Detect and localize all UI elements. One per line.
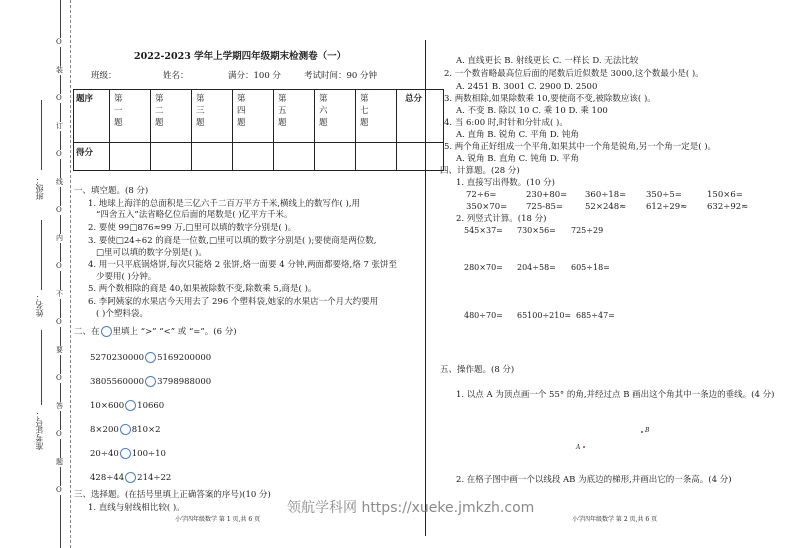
s2-title-pre: 二、在 xyxy=(74,327,100,337)
col-2 xyxy=(151,90,192,143)
score-cell xyxy=(274,143,315,171)
class-underline xyxy=(41,100,42,170)
point-a-label: A xyxy=(576,444,581,451)
class-label: 班级： xyxy=(35,176,44,200)
col-6 xyxy=(315,90,356,143)
col-1-label: 第一题 xyxy=(114,94,123,128)
score-cell xyxy=(110,143,151,171)
s1-line: 5. 两个数相除的商是 40,如果被除数不变,除数乘 5,商是( )。 xyxy=(88,284,317,294)
compare-row xyxy=(90,376,211,388)
seal-char: 线 xyxy=(56,178,63,186)
seal-circle-icon: O xyxy=(56,318,62,326)
s1-line: □里可以填的数字分别是( )。 xyxy=(96,248,207,258)
point-b-label: B xyxy=(645,427,650,434)
compare-row xyxy=(90,352,211,364)
name-label: 姓名： xyxy=(35,293,44,317)
compare-circle-input[interactable] xyxy=(145,352,156,363)
seal-char: 内 xyxy=(56,234,63,242)
calc-item: 52×248≈ xyxy=(585,202,627,212)
calc-item: 350÷5= xyxy=(646,190,682,200)
page-title: 2022-2023 学年上学期四年级期末检测卷（一） xyxy=(134,51,347,62)
score-table xyxy=(73,89,444,171)
vertical-calc: 280×70= xyxy=(464,263,503,272)
seal-circle-icon: O xyxy=(56,486,62,494)
vertical-calc: 65100÷210= xyxy=(517,311,572,320)
s1-line: 4. 用一只平底锅烙饼,每次只能烙 2 张饼,烙一面要 4 分钟,两面都要烙,烙 7 张饼至 xyxy=(88,260,398,270)
vertical-calc: 725÷29 xyxy=(571,226,604,235)
col-5-label: 第五题 xyxy=(278,94,287,128)
s3-q5-options: A. 锐角 B. 直角 C. 钝角 D. 平角 xyxy=(456,154,579,164)
s1-line: 1. 地球上海洋的总面积是三亿六千二百万平方千米,横线上的数写作( ),用 xyxy=(88,199,361,209)
compare-left: 20÷40 xyxy=(90,449,119,459)
col-2-label: 第二题 xyxy=(155,94,164,128)
calc-item: 72÷6= xyxy=(466,190,497,200)
point-b-dot xyxy=(641,431,643,433)
exam-no-label: 准考证号： xyxy=(35,410,44,450)
compare-right: 5169200000 xyxy=(157,353,212,363)
point-a-dot xyxy=(583,446,585,448)
score-row-label: 得分 xyxy=(74,143,110,171)
seal-char: 装 xyxy=(56,66,63,74)
score-cell xyxy=(397,143,444,171)
seal-char: 答 xyxy=(56,402,63,410)
col-7-label: 第七题 xyxy=(360,94,369,128)
s4-sub1: 1. 直接写出得数。(10 分) xyxy=(456,178,555,188)
compare-circle-input[interactable] xyxy=(125,400,136,411)
compare-right: 810×2 xyxy=(131,425,161,435)
compare-circle-input[interactable] xyxy=(120,448,131,459)
compare-circle-input[interactable] xyxy=(120,424,131,435)
calc-item: 612÷29≈ xyxy=(646,202,688,212)
col-6-label: 第六题 xyxy=(319,94,328,128)
s2-title-post: 里填上 “>” “<” 或 “=”。(6 分) xyxy=(112,327,237,337)
s3-q2: 2. 一个数省略最高位后面的尾数后近似数是 3000,这个数最小是( )。 xyxy=(444,69,704,79)
binding-line xyxy=(70,0,71,548)
s1-line: ( )个塑料袋。 xyxy=(96,309,148,319)
col-3-label: 第三题 xyxy=(196,94,205,128)
compare-right: 10660 xyxy=(137,401,165,411)
section1-title: 一、填空题。(8 分) xyxy=(74,186,149,196)
compare-circle-icon xyxy=(101,326,112,337)
full-score: 满分：100 分 xyxy=(228,71,281,81)
section3-title: 三、选择题。(在括号里填上正确答案的序号)(10 分) xyxy=(74,490,271,500)
s3-q1: 1. 直线与射线相比较( )。 xyxy=(88,503,185,513)
s5-q2: 2. 在格子图中画一个以线段 AB 为底边的梯形,并画出它的一条高。(4 分) xyxy=(456,475,732,485)
section5-title: 五、操作题。(8 分) xyxy=(440,365,515,375)
s3-q2-options: A. 2451 B. 3001 C. 2900 D. 2500 xyxy=(456,82,598,92)
calc-item: 360÷18= xyxy=(585,190,627,200)
section2-title xyxy=(74,326,237,338)
calc-item: 150×6= xyxy=(707,190,743,200)
seal-char: 要 xyxy=(56,346,63,354)
s1-line: 少要用( )分钟。 xyxy=(96,272,157,282)
seal-circle-icon: O xyxy=(56,38,62,46)
col-4 xyxy=(233,90,274,143)
s1-line: 3. 要使□24÷62 的商是一位数,□里可以填的数字分别是( );要使商是两位数, xyxy=(88,236,377,246)
score-cell xyxy=(233,143,274,171)
footer-right: 小学四年级数学 第 2 页,共 6 页 xyxy=(572,516,658,523)
seal-circle-icon: O xyxy=(56,94,62,102)
compare-row xyxy=(90,424,161,436)
vertical-calc: 730×56= xyxy=(517,226,556,235)
compare-left: 8×200 xyxy=(90,425,119,435)
score-cell xyxy=(356,143,397,171)
col-3 xyxy=(192,90,233,143)
compare-left: 428÷44 xyxy=(90,473,125,483)
vertical-calc: 204÷58= xyxy=(517,263,556,272)
section4-title: 四、计算题。(28 分) xyxy=(440,166,520,176)
name-field: 姓名： xyxy=(163,71,189,81)
compare-right: 214÷22 xyxy=(137,473,172,483)
col-1 xyxy=(110,90,151,143)
score-cell xyxy=(151,143,192,171)
compare-left: 5270230000 xyxy=(90,353,145,363)
s3-q3: 3. 两数相除,如果除数乘 10,要使商不变,被除数应该( )。 xyxy=(444,94,656,104)
s3-q4-options: A. 直角 B. 锐角 C. 平角 D. 钝角 xyxy=(456,130,579,140)
class-field: 班级： xyxy=(91,71,117,81)
calc-item: 230+80= xyxy=(526,190,568,200)
col-5 xyxy=(274,90,315,143)
vertical-calc: 545×37= xyxy=(464,226,503,235)
seal-char: 订 xyxy=(56,122,63,130)
watermark: 领航学科网 https://xueke.jmkzh.com xyxy=(287,500,535,516)
vertical-calc: 480÷70= xyxy=(464,311,503,320)
calc-item: 725-85= xyxy=(526,202,564,212)
seal-circle-icon: O xyxy=(56,430,62,438)
compare-row xyxy=(90,448,166,460)
score-cell xyxy=(192,143,233,171)
compare-right: 100÷10 xyxy=(131,449,166,459)
compare-right: 3798988000 xyxy=(157,377,212,387)
exam-time: 考试时间：90 分钟 xyxy=(304,71,378,81)
seal-circle-icon: O xyxy=(56,374,62,382)
calc-item: 350×70= xyxy=(466,202,508,212)
compare-left: 3805560000 xyxy=(90,377,145,387)
score-cell xyxy=(315,143,356,171)
s3-q1-options: A. 直线更长 B. 射线更长 C. 一样长 D. 无法比较 xyxy=(456,56,639,66)
compare-left: 10×600 xyxy=(90,401,125,411)
total-col: 总分 xyxy=(397,90,444,143)
vertical-calc: 605÷18= xyxy=(571,263,610,272)
s5-q1: 1. 以点 A 为顶点画一个 55° 的角,并经过点 B 画出这个角其中一条边的垂线。(4 分) xyxy=(456,390,775,400)
col-7 xyxy=(356,90,397,143)
seal-circle-icon: O xyxy=(56,206,62,214)
col-title: 题序 xyxy=(74,90,110,143)
s1-line: “四舍五入”法省略亿位后面的尾数是( )亿平方千米。 xyxy=(96,210,293,220)
s3-q4: 4. 当 6:00 时,时针和分针成( )。 xyxy=(444,118,568,128)
seal-circle-icon: O xyxy=(56,262,62,270)
seal-circle-icon: O xyxy=(56,150,62,158)
exam-no-underline xyxy=(41,330,42,405)
compare-row xyxy=(90,400,164,412)
binding-margin xyxy=(0,0,72,548)
seal-char: 题 xyxy=(56,458,63,466)
s3-q3-options: A. 不变 B. 除以 10 C. 乘 10 D. 乘 100 xyxy=(456,106,608,116)
compare-row xyxy=(90,472,171,484)
col-4-label: 第四题 xyxy=(237,94,246,128)
seal-char: 不 xyxy=(56,290,63,298)
page-divider xyxy=(425,40,426,536)
s3-q5: 5. 两个角正好组成一个平角,如果其中一个角是锐角,另一个角一定是( )。 xyxy=(444,142,717,152)
footer-left: 小学四年级数学 第 1 页,共 6 页 xyxy=(175,516,261,523)
s1-line: 2. 要使 99□876≈99 万,□里可以填的数字分别是( )。 xyxy=(88,223,297,233)
s1-line: 6. 李阿姨家的水果店今天用去了 296 个塑料袋,她家的水果店一个月大约要用 xyxy=(88,297,379,307)
name-underline xyxy=(41,220,42,290)
calc-item: 632÷92≈ xyxy=(707,202,749,212)
compare-circle-input[interactable] xyxy=(125,472,136,483)
compare-circle-input[interactable] xyxy=(145,376,156,387)
vertical-calc: 685÷47= xyxy=(576,311,615,320)
s4-sub2: 2. 列竖式计算。(18 分) xyxy=(456,214,547,224)
